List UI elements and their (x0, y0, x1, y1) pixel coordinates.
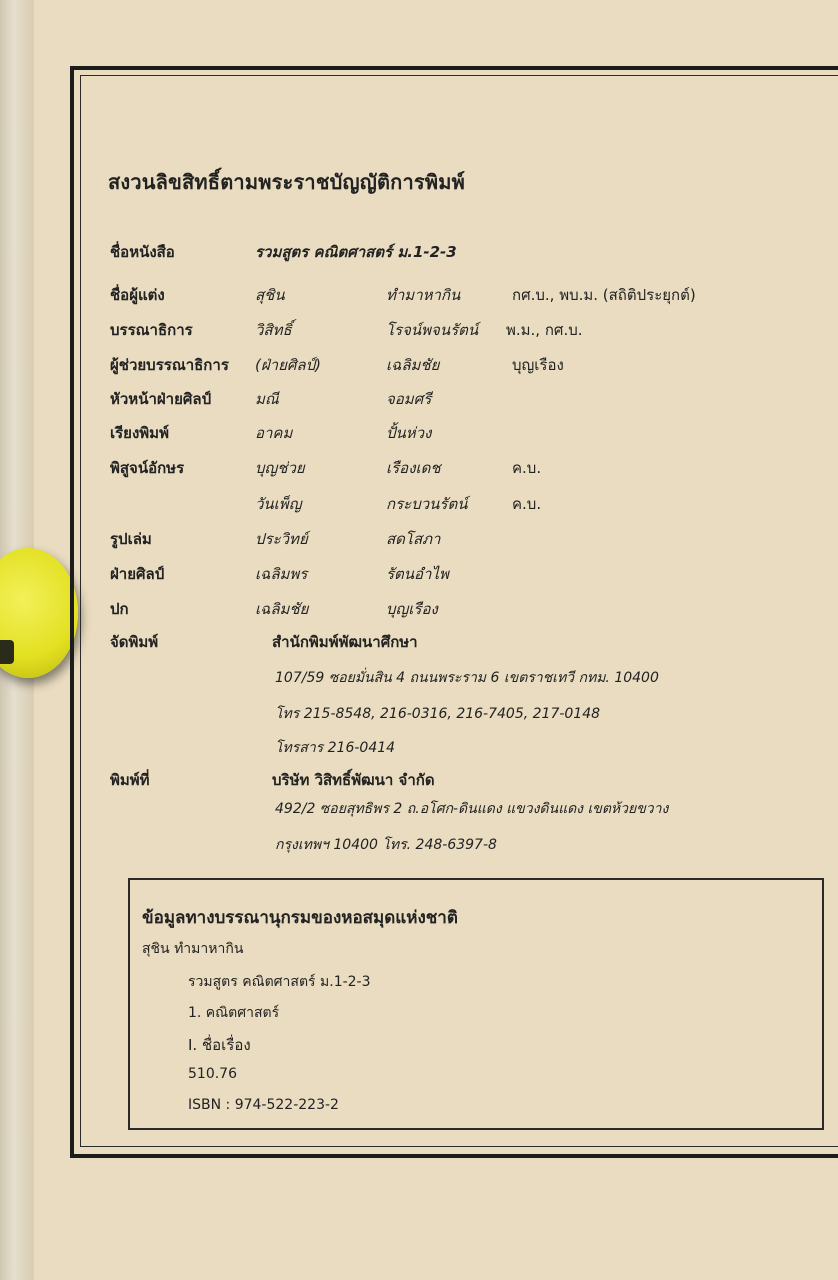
credit-value-2: ปั้นห่วง (386, 424, 432, 442)
credit-label: บรรณาธิการ (110, 321, 193, 339)
cataloging-subject: 1. คณิตศาสตร์ (188, 1005, 280, 1021)
credit-value-2: บุญเรือง (386, 600, 438, 618)
publisher-phone: โทร 215-8548, 216-0316, 216-7405, 217-0148 (275, 706, 601, 722)
credit-value-2: กระบวนรัตน์ (386, 495, 468, 513)
credit-value-3: กศ.บ., พบ.ม. (สถิติประยุกต์) (512, 286, 696, 304)
credit-label: ชื่อผู้แต่ง (110, 286, 165, 304)
credit-label: พิสูจน์อักษร (110, 459, 185, 477)
credit-value-1: วันเพ็ญ (255, 495, 302, 513)
credit-value-1: สุชิน (255, 286, 285, 304)
publisher-name: สำนักพิมพ์พัฒนาศึกษา (272, 633, 418, 651)
credit-value-1: เฉลิมชัย (255, 600, 309, 618)
publisher-label: จัดพิมพ์ (110, 633, 159, 651)
credit-value-2: จอมศรี (386, 390, 432, 408)
printer-address-2: กรุงเทพฯ 10400 โทร. 248-6397-8 (275, 837, 497, 853)
cataloging-book-title: รวมสูตร คณิตศาสตร์ ม.1-2-3 (188, 974, 371, 990)
credit-value-2: สดโสภา (386, 530, 441, 548)
credit-value-1: เฉลิมพร (255, 565, 308, 583)
credit-label: หัวหน้าฝ่ายศิลป์ (110, 390, 212, 408)
credit-value-2: ทำมาหากิน (386, 286, 461, 304)
credit-value-1: บุญช่วย (255, 459, 305, 477)
credit-value-1: อาคม (255, 424, 293, 442)
credit-label: ปก (110, 600, 129, 618)
credit-value-1: รวมสูตร คณิตศาสตร์ ม.1-2-3 (255, 243, 457, 261)
credit-value-2: รัตนอำไพ (386, 565, 449, 583)
clip-shadow (0, 640, 14, 664)
cataloging-isbn: ISBN : 974-522-223-2 (188, 1097, 339, 1113)
cataloging-title: ข้อมูลทางบรรณานุกรมของหอสมุดแห่งชาติ (142, 908, 458, 928)
credit-label: ผู้ช่วยบรรณาธิการ (110, 356, 229, 374)
copyright-title: สงวนลิขสิทธิ์ตามพระราชบัญญัติการพิมพ์ (108, 170, 466, 194)
credit-value-3: พ.ม., กศ.บ. (506, 321, 583, 339)
credit-value-3: ค.บ. (512, 495, 542, 513)
credit-value-3: บุญเรือง (512, 356, 564, 374)
cataloging-class-number: 510.76 (188, 1066, 237, 1082)
credit-label: ชื่อหนังสือ (110, 243, 175, 261)
printer-address: 492/2 ซอยสุทธิพร 2 ถ.อโศก-ดินแดง แขวงดินแดง เขตห้วยขวาง (275, 801, 669, 817)
credit-value-2: เรืองเดช (386, 459, 441, 477)
printer-label: พิมพ์ที่ (110, 771, 150, 789)
printer-name: บริษัท วิสิทธิ์พัฒนา จำกัด (272, 771, 435, 789)
credit-label: ฝ่ายศิลป์ (110, 565, 165, 583)
credit-label: รูปเล่ม (110, 530, 152, 548)
publisher-fax: โทรสาร 216-0414 (275, 740, 396, 756)
cataloging-author: สุชิน ทำมาหากิน (142, 941, 244, 957)
credit-value-3: ค.บ. (512, 459, 542, 477)
credit-value-1: ประวิทย์ (255, 530, 308, 548)
publisher-address: 107/59 ซอยมั่นสิน 4 ถนนพระราม 6 เขตราชเทวี กทม. 10400 (275, 670, 659, 686)
credit-value-2: โรจน์พจนรัตน์ (386, 321, 479, 339)
cataloging-title-entry: I. ชื่อเรื่อง (188, 1036, 251, 1054)
credit-value-2: เฉลิมชัย (386, 356, 440, 374)
credit-value-1: วิสิทธิ์ (255, 321, 292, 339)
credit-value-1: มณี (255, 390, 279, 408)
credit-label: เรียงพิมพ์ (110, 424, 169, 442)
credit-value-1: (ฝ่ายศิลป์) (255, 356, 321, 374)
